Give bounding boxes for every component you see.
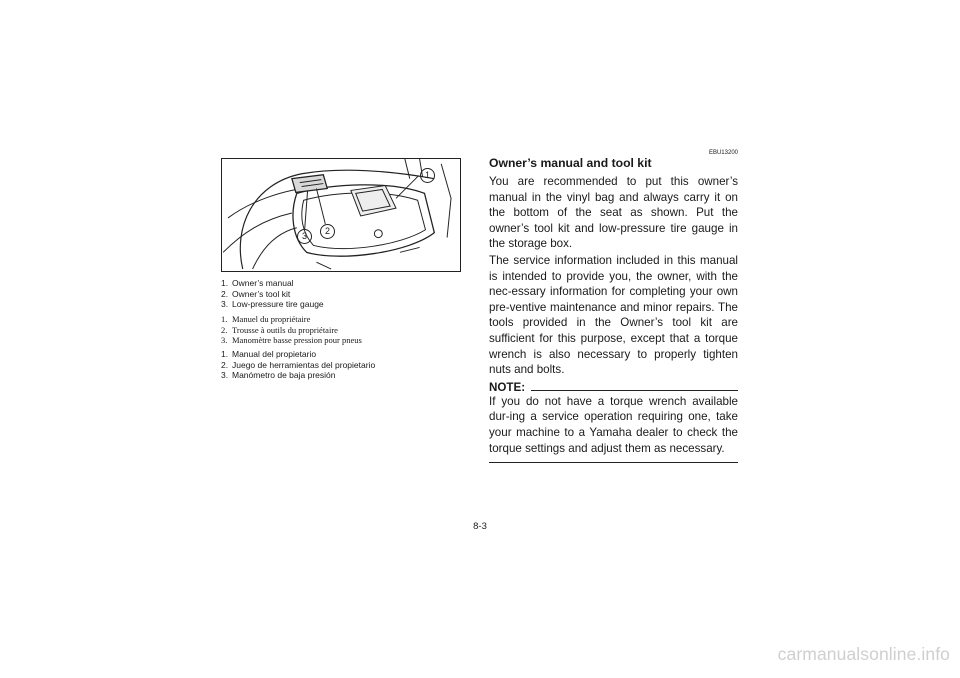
- note-end-rule: [489, 462, 738, 463]
- page-number: 8-3: [473, 521, 487, 532]
- section-title: Owner’s manual and tool kit: [489, 156, 652, 170]
- caption-spanish: [221, 349, 481, 381]
- note-rule: [531, 390, 738, 391]
- caption-item: 1. Manual del propietario: [221, 349, 317, 359]
- note-label: NOTE:: [489, 380, 526, 394]
- paragraph-1: You are recommended to put this owner’s manual in the vinyl bag and always carry it on the bottom of the seat as shown. Put the owner’s tool kit and low-pressure tire gauge in the storage box.: [489, 175, 738, 251]
- caption-item: 3. Manomètre basse pression pour pneus: [221, 335, 362, 346]
- caption-item: 2. Trousse à outils du propriétaire: [221, 324, 338, 335]
- caption-item: 2. Owner’s tool kit: [221, 288, 291, 299]
- callout-3: 3: [297, 229, 312, 244]
- storage-illustration: [221, 158, 461, 272]
- section-code: EBU13200: [708, 150, 738, 156]
- caption-item: 3. Manómetro de baja presión: [221, 370, 336, 381]
- caption-french: [221, 314, 481, 346]
- paragraph-2: The service information included in this manual is intended to provide you, the owner, with the nec-essary information for completing your own pre-ventive maintenance and minor repairs. The tools provided in the Owner’s tool kit are sufficient for this purpose, except that a torque wrench is also necessary to properly tighten nuts and bolts.: [489, 253, 738, 377]
- watermark: carmanualsonline.info: [777, 644, 950, 664]
- caption-item: 3. Low-pressure tire gauge: [221, 299, 324, 310]
- section-body: [489, 156, 738, 463]
- callout-2: 2: [320, 224, 335, 239]
- note-header: [489, 381, 738, 394]
- caption-english: [221, 278, 481, 310]
- caption-item: 1. Owner’s manual: [221, 278, 294, 288]
- callout-1: 1: [420, 168, 435, 183]
- caption-item: 2. Juego de herramientas del propietario: [221, 359, 376, 370]
- note-text: If you do not have a torque wrench available dur-ing a service operation requiring one, take your machine to a Yamaha dealer to check the torque settings and adjust them as necessary.: [489, 394, 738, 455]
- caption-item: 1. Manuel du propriétaire: [221, 314, 311, 324]
